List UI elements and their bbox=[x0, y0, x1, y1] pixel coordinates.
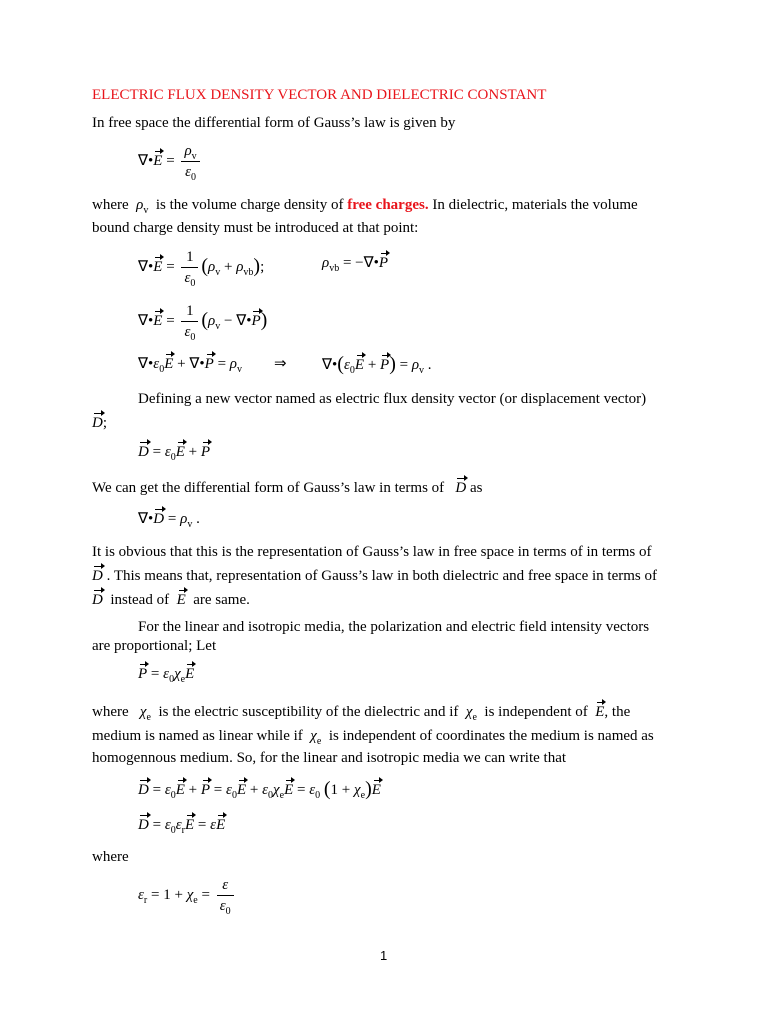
text-coordinates: is independent of coordinates the medium is named as bbox=[328, 728, 654, 744]
text-semicolon: ; bbox=[102, 415, 108, 431]
page-number: 1 bbox=[380, 948, 388, 963]
equation-combined-divergence: $\nabla•\varepsilon_0E$ + ∇•P = $\rho_v$ bbox=[138, 356, 242, 375]
equation-gauss-polarization: ∇•E = $\frac{1}{\varepsilon_0}$ ($\rho_v$ − ∇•P) bbox=[138, 303, 268, 343]
text-independent-of: is independent of bbox=[484, 704, 588, 720]
paragraph-proportional: are proportional; Let bbox=[92, 638, 217, 654]
paragraph-linear-isotropic: For the linear and isotropic media, the polarization and electric field intensity vectors bbox=[138, 619, 650, 635]
paragraph-where-3: where bbox=[92, 849, 129, 865]
text-the: , the bbox=[604, 704, 631, 720]
equation-bound-charge-density: $\rho_{vb}$ = −∇•P bbox=[322, 255, 389, 274]
paragraph-intro: In free space the differential form of Gauss’s law is given by bbox=[92, 115, 456, 131]
equation-polarization: $P = \varepsilon_0\chi_eE$ bbox=[138, 666, 195, 685]
paragraph-linear-medium: medium is named as linear while if $\chi_e$ is independent of coordinates the medium is named as bbox=[92, 728, 654, 747]
paragraph-define-d: Defining a new vector named as electric flux density vector (or displacement vector) bbox=[138, 391, 647, 407]
text-where: where bbox=[92, 197, 129, 213]
text-linear: medium is named as linear while if bbox=[92, 728, 303, 744]
equation-gauss-bound-charge: ∇•E = $\frac{1}{\varepsilon_0}$ $(\rho_v + \rho_{vb})$; bbox=[138, 249, 265, 289]
paragraph-obvious: It is obvious that this is the representation of Gauss’s law in free space in terms of in terms of bbox=[92, 544, 652, 560]
equation-div-d: ∇•D = $\rho_v$ . bbox=[138, 511, 200, 530]
text-instead-of: instead of bbox=[110, 592, 170, 608]
implies-arrow: ⇒ bbox=[274, 356, 287, 372]
highlight-free-charges: free charges. bbox=[347, 197, 429, 213]
equation-gauss-free-space: ∇•E = $\frac{\rho_v}{\varepsilon_0}$ bbox=[138, 142, 203, 181]
paragraph-gauss-d: We can get the differential form of Gauss’s law in terms of D as bbox=[92, 480, 483, 496]
equation-combined-result: $\nabla•(\varepsilon_0E + P) = \rho_v$ . bbox=[322, 353, 432, 376]
paragraph-means: D . This means that, representation of Gauss’s law in both dielectric and free space in terms of bbox=[92, 568, 657, 584]
text-susceptibility: is the electric susceptibility of the dielectric and if bbox=[158, 704, 459, 720]
text-volume-charge: is the volume charge density of bbox=[155, 197, 344, 213]
paragraph-homogeneous: homogennous medium. So, for the linear and isotropic media we can write that bbox=[92, 750, 567, 766]
equation-relative-permittivity: $\varepsilon_r = 1 + \chi_e$ = $\frac{\varepsilon}{\varepsilon_0}$ bbox=[138, 876, 237, 915]
text-are-same: are same. bbox=[193, 592, 250, 608]
paragraph-volume-charge: where $\rho_v$ is the volume charge density of free charges. In dielectric, materials the volume bbox=[92, 197, 638, 216]
equation-d-epsilon: $D = \varepsilon_0\varepsilon_rE = \varepsilon E$ bbox=[138, 817, 226, 836]
text-where-2: where bbox=[92, 704, 129, 720]
text-dielectric: In dielectric, materials the volume bbox=[432, 197, 638, 213]
paragraph-susceptibility: where $\chi_e$ is the electric susceptibility of the dielectric and if $\chi_e$ is independent of E, the bbox=[92, 704, 631, 723]
paragraph-bound-charge: bound charge density must be introduced at that point: bbox=[92, 220, 419, 236]
section-title: ELECTRIC FLUX DENSITY VECTOR AND DIELECTRIC CONSTANT bbox=[92, 87, 547, 103]
equation-d-expanded: $D = \varepsilon_0E + P = \varepsilon_0E + \varepsilon_0\chi_eE = \varepsilon_0$ $(1 + \chi_e)E$ bbox=[138, 778, 381, 801]
symbol-d-line: D; bbox=[92, 415, 108, 431]
text-as: as bbox=[470, 480, 483, 496]
paragraph-same: D instead of E are same. bbox=[92, 592, 250, 608]
text-gauss-in-terms: We can get the differential form of Gauss’s law in terms of bbox=[92, 480, 445, 496]
text-means: . This means that, representation of Gauss’s law in both dielectric and free space in terms of bbox=[106, 568, 657, 584]
equation-d-definition: $D = \varepsilon_0E + P$ bbox=[138, 444, 211, 463]
